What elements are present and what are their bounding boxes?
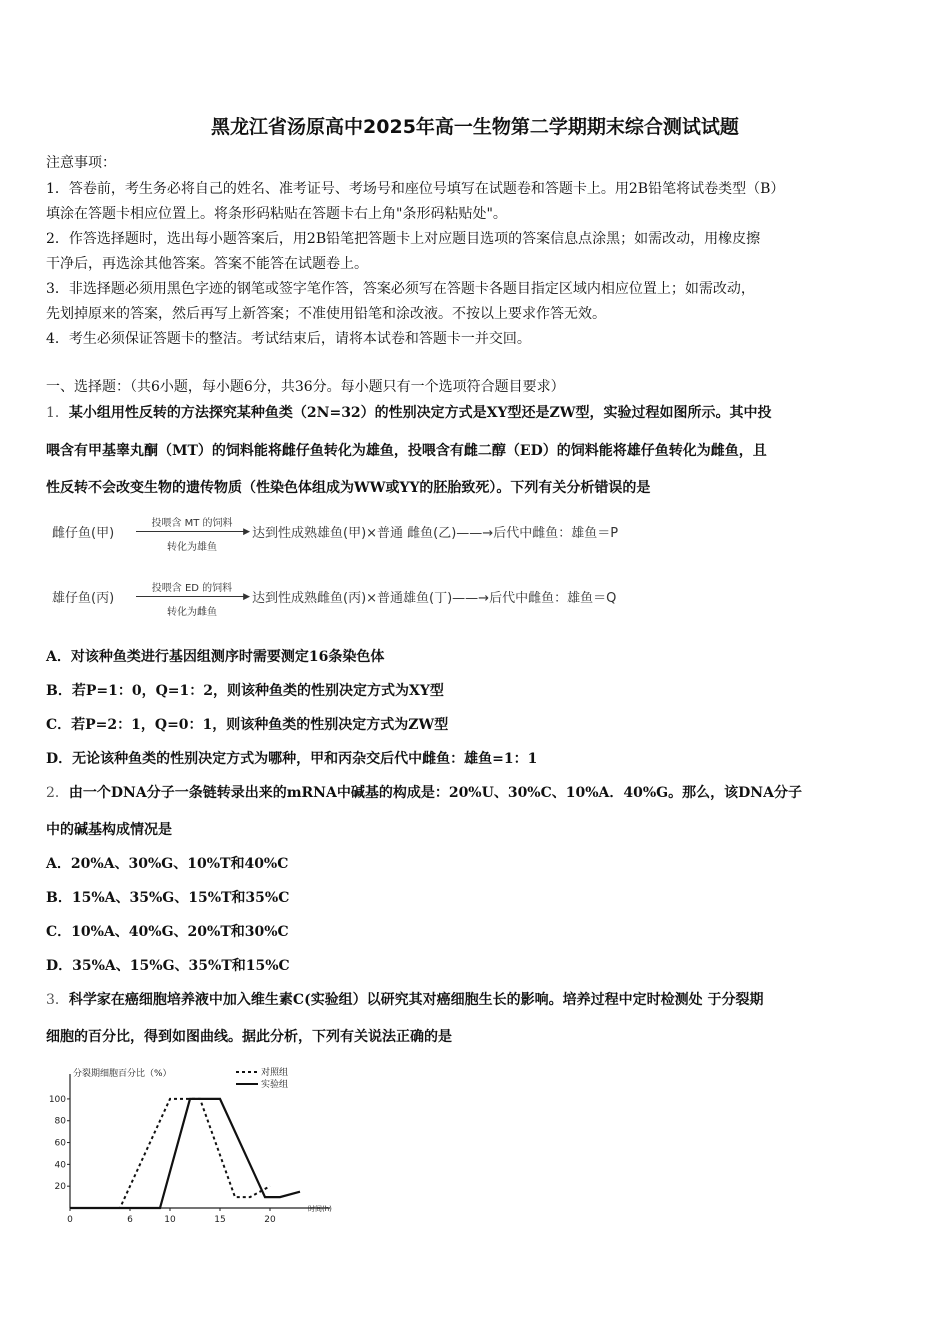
- arrow-bottom-label: 转化为雄鱼: [167, 542, 217, 553]
- flow-rest: 达到性成熟雄鱼(甲)×普通 雌鱼(乙)——→后代中雌鱼：雄鱼＝P: [252, 526, 619, 541]
- q2-text: 由一个DNA分子一条链转录出来的mRNA中碱基的构成是：20%U、30%C、10%A．40%G。那么，该DNA分子: [68, 785, 802, 801]
- notice-line: 干净后，再选涂其他答案。答案不能答在试题卷上。: [46, 256, 368, 272]
- q1-option-c: C．若P=2：1，Q=0：1，则该种鱼类的性别决定方式为ZW型: [46, 717, 449, 733]
- y-tick-label: 100: [48, 1094, 66, 1105]
- flow-arrow: [136, 579, 248, 619]
- arrow-line: [136, 596, 248, 597]
- q3-line: [46, 989, 906, 1009]
- q2-line: [46, 782, 906, 802]
- q1-option-a: A．对该种鱼类进行基因组测序时需要测定16条染色体: [46, 649, 385, 665]
- notice-line: 1．答卷前，考生务必将自己的姓名、准考证号、考场号和座位号填写在试题卷和答题卡上。用2B铅笔将试卷类型（B）: [46, 181, 785, 197]
- notice-line: 4．考生必须保证答题卡的整洁。考试结束后，请将本试卷和答题卡一并交回。: [46, 331, 531, 347]
- flow-arrow: [136, 514, 248, 554]
- q1-text: 某小组用性反转的方法探究某种鱼类（2N=32）的性别决定方式是XY型还是ZW型，实验过程如图所示。其中投: [68, 405, 772, 421]
- q1-line: 喂含有甲基睾丸酮（MT）的饲料能将雌仔鱼转化为雄鱼，投喂含有雌二醇（ED）的饲料能将雄仔鱼转化为雌鱼，且: [46, 443, 767, 459]
- q3-text: 科学家在癌细胞培养液中加入维生素C(实验组）以研究其对癌细胞生长的影响。培养过程中定时检测处 于分裂期: [68, 992, 764, 1008]
- legend-label: 实验组: [261, 1080, 289, 1090]
- arrow-head-icon: ▶: [243, 592, 250, 602]
- y-tick-label: 60: [54, 1138, 66, 1149]
- legend-label: 对照组: [261, 1068, 289, 1078]
- q2-number: 2．: [46, 785, 69, 801]
- notice-line: 填涂在答题卡相应位置上。将条形码粘贴在答题卡右上角"条形码粘贴处"。: [46, 206, 507, 222]
- x-tick-label: 15: [214, 1215, 226, 1225]
- q3-line-chart: [48, 1060, 348, 1230]
- q1-option-d: D．无论该种鱼类的性别决定方式为哪种，甲和丙杂交后代中雌鱼：雄鱼=1：1: [46, 751, 538, 767]
- notice-heading: 注意事项：: [46, 155, 116, 171]
- x-tick-label: 20: [264, 1215, 276, 1225]
- q2-line: 中的碱基构成情况是: [46, 822, 172, 838]
- q1-flow-diagram-2: [52, 579, 752, 623]
- q1-option-b: B．若P=1：0，Q=1：2，则该种鱼类的性别决定方式为XY型: [46, 683, 444, 699]
- page-title: 黑龙江省汤原高中2025年高一生物第二学期期末综合测试试题: [211, 116, 739, 138]
- q3-number: 3．: [46, 992, 69, 1008]
- q1-flow-diagram-1: [52, 514, 752, 558]
- flow-rest: 达到性成熟雌鱼(丙)×普通雄鱼(丁)——→后代中雌鱼：雄鱼＝Q: [252, 591, 617, 606]
- flow-start: 雄仔鱼(丙): [52, 591, 115, 606]
- arrow-top-label: 投喂含 MT 的饲料: [151, 518, 233, 529]
- notice-line: 先划掉原来的答案，然后再写上新答案；不准使用铅笔和涂改液。不按以上要求作答无效。: [46, 306, 606, 322]
- y-tick-label: 80: [54, 1116, 66, 1127]
- q1-line: [46, 402, 906, 422]
- series-line-experiment: [70, 1099, 300, 1208]
- y-tick-label: 20: [54, 1182, 66, 1193]
- arrow-top-label: 投喂含 ED 的饲料: [151, 583, 233, 594]
- q2-option-c: C．10%A、40%G、20%T和30%C: [46, 924, 289, 940]
- x-tick-label: 10: [164, 1215, 176, 1225]
- x-axis-label: 时间(h): [308, 1205, 332, 1213]
- section-heading: 一、选择题：（共6小题，每小题6分，共36分。每小题只有一个选项符合题目要求）: [46, 379, 565, 395]
- flow-start: 雌仔鱼(甲): [52, 526, 115, 541]
- x-tick-label: 0: [67, 1215, 73, 1225]
- arrow-head-icon: ▶: [243, 527, 250, 537]
- q2-option-a: A．20%A、30%G、10%T和40%C: [46, 856, 289, 872]
- series-line-control: [70, 1099, 270, 1208]
- q1-number: 1．: [46, 405, 69, 421]
- y-tick-label: 40: [54, 1160, 66, 1171]
- q2-option-b: B．15%A、35%G、15%T和35%C: [46, 890, 290, 906]
- notice-line: 3．非选择题必须用黑色字迹的钢笔或签字笔作答，答案必须写在答题卡各题目指定区域内相应位置上；如需改动，: [46, 281, 755, 297]
- arrow-line: [136, 531, 248, 532]
- q3-line: 细胞的百分比，得到如图曲线。据此分析，下列有关说法正确的是: [46, 1029, 452, 1045]
- notice-line: 2．作答选择题时，选出每小题答案后，用2B铅笔把答题卡上对应题目选项的答案信息点涂黑；如需改动，用橡皮擦: [46, 231, 761, 247]
- q2-option-d: D．35%A、15%G、35%T和15%C: [46, 958, 290, 974]
- q1-line: 性反转不会改变生物的遗传物质（性染色体组成为WW或YY的胚胎致死）。下列有关分析错误的是: [46, 480, 651, 496]
- arrow-bottom-label: 转化为雌鱼: [167, 607, 217, 618]
- y-axis-label: 分裂期细胞百分比（%）: [73, 1069, 172, 1079]
- x-tick-label: 6: [127, 1215, 133, 1225]
